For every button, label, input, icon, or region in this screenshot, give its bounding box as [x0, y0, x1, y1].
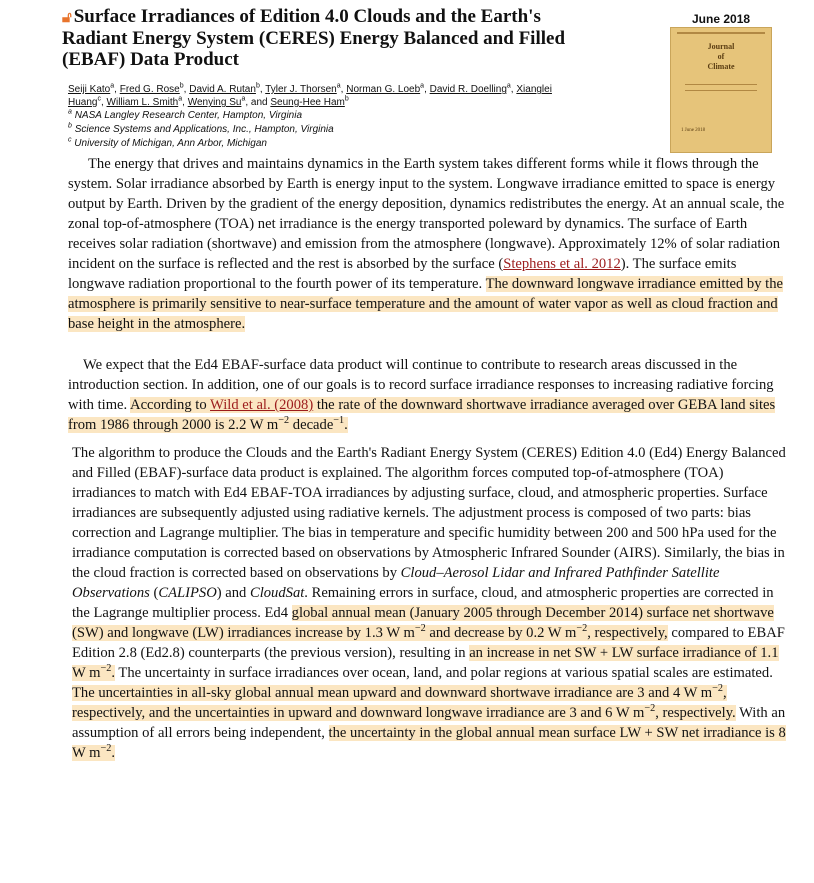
affiliation: $^c$ University of Michigan, Ann Arbor, Michigan	[68, 136, 267, 149]
citation-link[interactable]: Stephens et al. 2012	[503, 256, 621, 272]
cover-journal-name: Journal of Climate	[707, 42, 735, 71]
paragraph-expectation: We expect that the Ed4 EBAF-surface data product will continue to contribute to research areas discussed in the introduction section. In addition, one of our goals is to record surface irradiance responses to increasing radiative forcing with time. According to Wild et al. (2008) the rate of the downward shortwave irradiance averaged over GEBA land sites from 1986 through 2000 is 2.2 W $m^{-2}$ decade$^{-1}$.	[68, 357, 776, 433]
author-link[interactable]: David R. Doelling	[429, 84, 507, 95]
author-list: Seiji Kato$^a$, Fred G. Rose$^b$, David A. Rutan$^b$, Tyler J. Thorsen$^a$, Norman G. Loeb$^a$, David R. Doelling$^a$, Xianglei Huang$^c$, William L. Smith$^a$, Wenying Su$^a$, and Seung-Hee Ham$^b$	[68, 82, 552, 108]
author-link[interactable]: William L. Smith	[106, 97, 179, 108]
highlighted-text: global annual mean (January 2005 through December 2014) surface net shortwave (SW) and longwave (LW) irradiances increase by 1.3 W $m^{-2}$ and decrease by 0.2 W $m^{-2}$, respectively,	[72, 605, 774, 641]
author-link[interactable]: Seiji Kato	[68, 84, 111, 95]
citation-link[interactable]: Wild et al. (2008)	[210, 397, 314, 413]
paragraph-abstract: The algorithm to produce the Clouds and the Earth's Radiant Energy System (CERES) Edition 4.0 (Ed4) Energy Balanced and Filled (EBAF)-surface data product is explained. The algorithm forces computed top-of-atmosphere (TOA) irradiances to match with Ed4 EBAF-TOA irradiances by adjusting surface, cloud, and atmospheric properties. Surface irradiances are subsequently adjusted using radiative kernels. The adjustment process is composed of two parts: bias correction and Lagrange multiplier. The bias in temperature and specific humidity between 200 and 500 hPa used for the irradiance computation is corrected based on observations by Atmospheric Infrared Sounder (AIRS). Similarly, the bias in the cloud fraction is corrected based on observations by Cloud–Aerosol Lidar and Infrared Pathfinder Satellite Observations (CALIPSO) and CloudSat. Remaining errors in surface, cloud, and atmospheric properties are corrected in the Lagrange multiplier process. Ed4 global annual mean (January 2005 through December 2014) surface net shortwave (SW) and longwave (LW) irradiances increase by 1.3 W $m^{-2}$ and decrease by 0.2 W $m^{-2}$, respectively, compared to EBAF Edition 2.8 (Ed2.8) counterparts (the previous version), resulting in an increase in net SW + LW surface irradiance of 1.1 W $m^{-2}$. The uncertainty in surface irradiances over ocean, land, and polar regions at various spatial scales are estimated. The uncertainties in all-sky global annual mean upward and downward shortwave irradiance are 3 and 4 W $m^{-2}$, respectively, and the uncertainties in upward and downward longwave irradiance are 3 and 6 W $m^{-2}$, respectively. With an assumption of all errors being independent, the uncertainty in the global annual mean surface LW + SW net irradiance is 8 W $m^{-2}$.	[72, 445, 786, 761]
highlighted-text: The uncertainties in all-sky global annual mean upward and downward shortwave irradiance are 3 and 4 W $m^{-2}$, respectively, and the uncertainties in upward and downward longwave irradiance are 3 and 6 W $m^{-2}$, respectively.	[72, 683, 736, 721]
authors-and: and	[250, 97, 268, 108]
cover-rule	[685, 84, 757, 85]
paper-title	[62, 6, 582, 70]
cover-date: 1 June 2018	[681, 128, 706, 133]
title-text: Surface Irradiances of Edition 4.0 Clouds and the Earth's Radiant Energy System (CERES) Energy Balanced and Filled (EBAF) Data Product	[62, 6, 566, 70]
highlighted-text: an increase in net SW + LW surface irradiance of 1.1 W $m^{-2}$.	[72, 645, 779, 681]
journal-cover-thumbnail[interactable]	[670, 27, 772, 153]
author-link[interactable]: Fred G. Rose	[119, 84, 180, 95]
highlighted-text: the uncertainty in the global annual mean surface LW + SW net irradiance is 8 W $m^{-2}$.	[72, 725, 786, 761]
highlighted-text: The downward longwave irradiance emitted by the atmosphere is primarily sensitive to near-surface temperature and the amount of water vapor as well as cloud fraction and base height in the atmosphere.	[68, 276, 784, 332]
author-link[interactable]: Seung-Hee Ham	[270, 97, 345, 108]
affiliation: $^a$ NASA Langley Research Center, Hampton, Virginia	[68, 108, 303, 121]
affiliation: $^b$ Science Systems and Applications, Inc., Hampton, Virginia	[68, 122, 334, 135]
cover-rule	[685, 90, 757, 91]
cover-rule	[677, 32, 765, 34]
highlighted-text: According to Wild et al. (2008) the rate of the downward shortwave irradiance averaged over GEBA land sites from 1986 through 2000 is 2.2 W $m^{-2}$ decade$^{-1}$.	[68, 397, 776, 433]
open-access-icon: 🔓︎	[62, 8, 72, 26]
author-link[interactable]: Wenying Su	[187, 97, 242, 108]
paragraph-energy: The energy that drives and maintains dynamics in the Earth system takes different forms while it flows through the system. Solar irradiance absorbed by Earth is energy input to the system. Longwave irradiance emitted to space is energy output by Earth. Driven by the gradient of the energy deposition, dynamics redistributes the energy. At an annual scale, the zonal top-of-atmosphere (TOA) net irradiance is the energy transported poleward by dynamics. The surface of Earth receives solar radiation (shortwave) and emission from the atmosphere (longwave). Approximately 12% of solar radiation incident on the surface is reflected and the rest is absorbed by the surface (Stephens et al. 2012). The surface emits longwave radiation proportional to the fourth power of its temperature. The downward longwave irradiance emitted by the atmosphere is primarily sensitive to near-surface temperature and the amount of water vapor as well as cloud fraction and base height in the atmosphere.	[68, 156, 785, 332]
author-link[interactable]: David A. Rutan	[189, 84, 256, 95]
author-link[interactable]: Tyler J. Thorsen	[265, 84, 337, 95]
author-link[interactable]: Norman G. Loeb	[346, 84, 421, 95]
issue-date: June 2018	[692, 12, 751, 26]
author-link[interactable]: Xianglei Huang	[68, 84, 552, 108]
